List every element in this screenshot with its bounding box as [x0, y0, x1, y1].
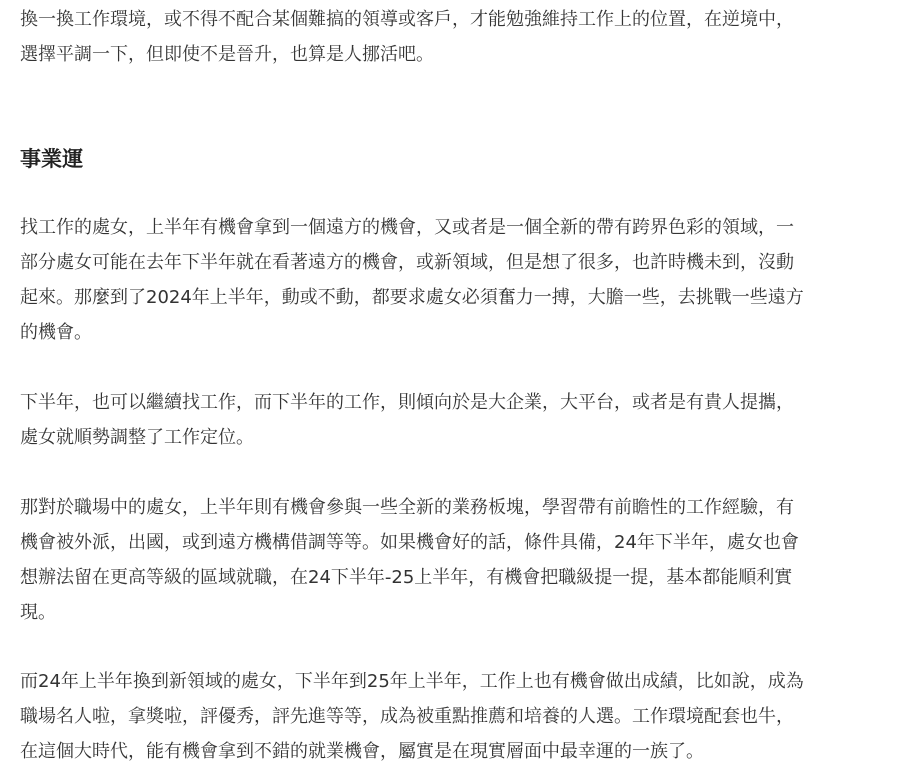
intro-paragraph: 換一換工作環境，或不得不配合某個難搞的領導或客戶，才能勉強維持工作上的位置，在逆境中， 選擇平調一下，但即使不是晉升，也算是人挪活吧。	[20, 9, 794, 65]
paragraph: 而24年上半年換到新領域的處女，下半年到25年上半年，工作上也有機會做出成績，比如說，成為 職場名人啦，拿獎啦，評優秀，評先進等等，成為被重點推薦和培養的人選。工作環境配套也牛， 在這個大時代，能有機會拿到不錯的就業機會，屬實是在現實層面中最幸運的一族了。	[20, 671, 804, 762]
paragraph: 找工作的處女，上半年有機會拿到一個遠方的機會，又或者是一個全新的帶有跨界色彩的領域，一 部分處女可能在去年下半年就在看著遠方的機會，或新領域，但是想了很多，也許時機未到，沒動 起來。那麼到了2024年上半年，動或不動，都要求處女必須奮力一搏，大膽一些，去挑戰一些遠方 的機會。	[20, 217, 804, 343]
paragraph: 下半年，也可以繼續找工作，而下半年的工作，則傾向於是大企業，大平台，或者是有貴人提攜， 處女就順勢調整了工作定位。	[20, 392, 794, 448]
section-heading: 事業運	[20, 146, 84, 171]
paragraph: 那對於職場中的處女，上半年則有機會參與一些全新的業務板塊，學習帶有前瞻性的工作經驗，有 機會被外派，出國，或到遠方機構借調等等。如果機會好的話，條件具備，24年下半年，處女也會 想辦法留在更高等級的區域就職，在24下半年-25上半年，有機會把職級提一提，基本都能順利實 現。	[20, 497, 799, 623]
